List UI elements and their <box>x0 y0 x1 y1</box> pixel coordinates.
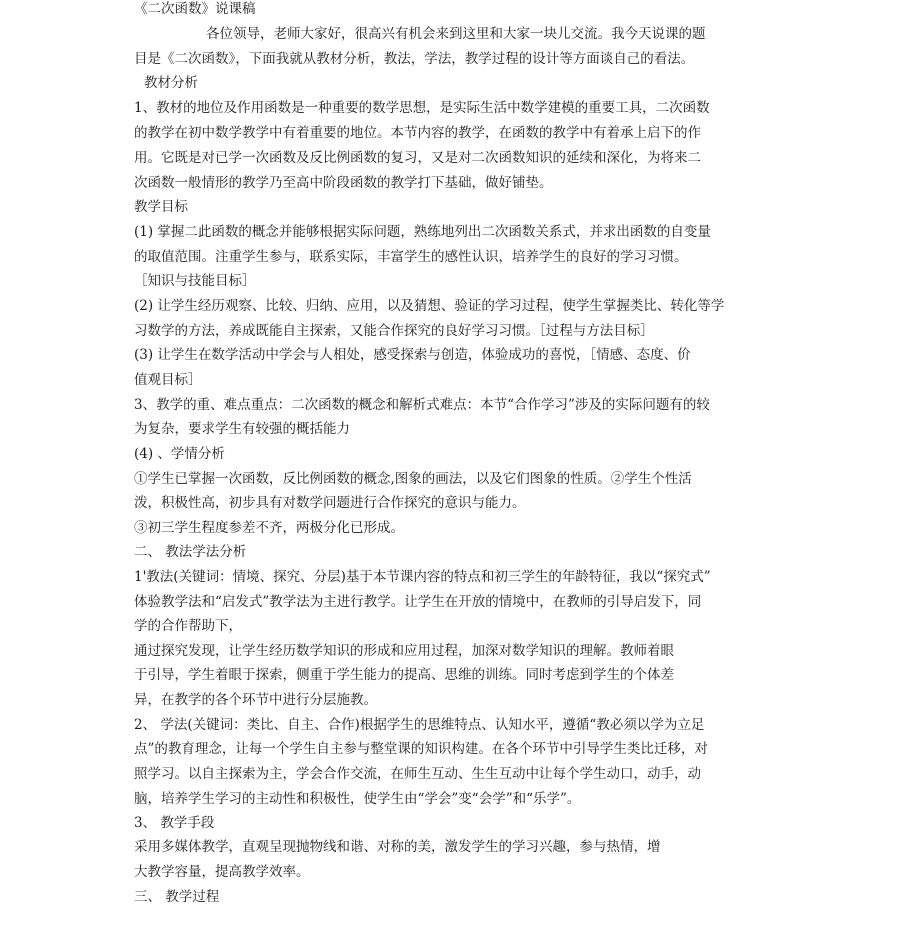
text-line: (1) 掌握二此函数的概念并能够根据实际问题，熟练地列出二次函数关系式，并求出函数的自变量 <box>134 224 711 240</box>
text-line: 异，在教学的各个环节中进行分层施教。 <box>134 692 377 708</box>
section-heading: 3、 教学手段 <box>134 815 215 831</box>
section-heading: (4) 、学情分析 <box>134 446 225 462</box>
text-line: 点”的教育理念，让每一个学生自主参与整堂课的知识构建。在各个环节中引导学生类比迁移，对 <box>134 741 708 757</box>
text-line: 为复杂，要求学生有较强的概括能力 <box>134 421 350 437</box>
document-title: 《二次函数》说课稿 <box>134 1 256 17</box>
text-line: (2) 让学生经历观察、比较、归纳、应用，以及猜想、验证的学习过程，使学生掌握类比、转化等学 <box>134 298 725 314</box>
text-line: 体验教学法和“启发式”教学法为主进行教学。让学生在开放的情境中，在教师的引导启发下，同 <box>134 594 702 610</box>
text-line: 值观目标］ <box>134 372 202 388</box>
text-line: 各位领导，老师大家好，很高兴有机会来到这里和大家一块儿交流。我今天说课的题 <box>206 26 706 42</box>
text-line: 的教学在初中数学教学中有着重要的地位。本节内容的教学，在函数的教学中有着承上启下的作 <box>134 125 701 141</box>
text-line: 2、 学法(关键词：类比、自主、合作)根据学生的思维特点、认知水平，遵循“教必须以学为立足 <box>134 717 705 733</box>
text-line: ［知识与技能目标］ <box>134 273 256 289</box>
text-line: (3) 让学生在数学活动中学会与人相处，感受探索与创造，体验成功的喜悦，［情感、态度、价 <box>134 347 691 363</box>
text-line: ①学生已掌握一次函数，反比例函数的概念,图象的画法，以及它们图象的性质。②学生个性活 <box>134 471 692 487</box>
section-heading: 教学目标 <box>134 199 188 215</box>
section-heading: 二、 教法学法分析 <box>134 544 247 560</box>
text-line: 大教学容量，提高教学效率。 <box>134 864 310 880</box>
text-line: 通过探究发现，让学生经历数学知识的形成和应用过程，加深对数学知识的理解。教师着眼 <box>134 643 674 659</box>
text-line: 脑，培养学生学习的主动性和积极性，使学生由“学会”变“会学”和“乐学”。 <box>134 791 581 807</box>
text-line: 照学习。以自主探索为主，学会合作交流，在师生互动、生生互动中让每个学生动口，动手，动 <box>134 766 701 782</box>
text-line: 1'教法(关键词：情境、探究、分层)基于本节课内容的特点和初三学生的年龄特征，我以“探究式” <box>134 569 711 585</box>
text-line: 目是《二次函数》，下面我就从教材分析，教法，学法，教学过程的设计等方面谈自己的看法。 <box>134 51 695 67</box>
text-line: ③初三学生程度参差不齐，两极分化已形成。 <box>134 520 404 536</box>
text-line: 于引导，学生着眼于探索，侧重于学生能力的提高、思维的训练。同时考虑到学生的个体差 <box>134 667 674 683</box>
text-line: 次函数一般情形的教学乃至高中阶段函数的教学打下基础，做好铺垫。 <box>134 175 553 191</box>
text-line: 3、教学的重、难点重点：二次函数的概念和解析式难点：本节“合作学习”涉及的实际问题有的较 <box>134 397 710 413</box>
text-line: 1、教材的地位及作用函数是一种重要的数学思想，是实际生活中数学建模的重要工具，二次函数 <box>134 100 710 116</box>
text-line: 采用多媒体教学，直观呈现抛物线和谐、对称的美，激发学生的学习兴趣，参与热情，增 <box>134 839 661 855</box>
text-line: 的取值范围。注重学生参与，联系实际，丰富学生的感性认识，培养学生的良好的学习习惯。 <box>134 249 688 265</box>
text-line: 泼，积极性高，初步具有对数学问题进行合作探究的意识与能力。 <box>134 495 526 511</box>
section-heading: 教材分析 <box>144 75 198 91</box>
text-line: 用。它既是对已学一次函数及反比例函数的复习，又是对二次函数知识的延续和深化，为将来二 <box>134 150 701 166</box>
text-line: 学的合作帮助下， <box>134 618 242 634</box>
text-line: 习数学的方法，养成既能自主探索，又能合作探究的良好学习习惯。［过程与方法目标］ <box>134 323 654 339</box>
section-heading: 三、 教学过程 <box>134 889 220 905</box>
